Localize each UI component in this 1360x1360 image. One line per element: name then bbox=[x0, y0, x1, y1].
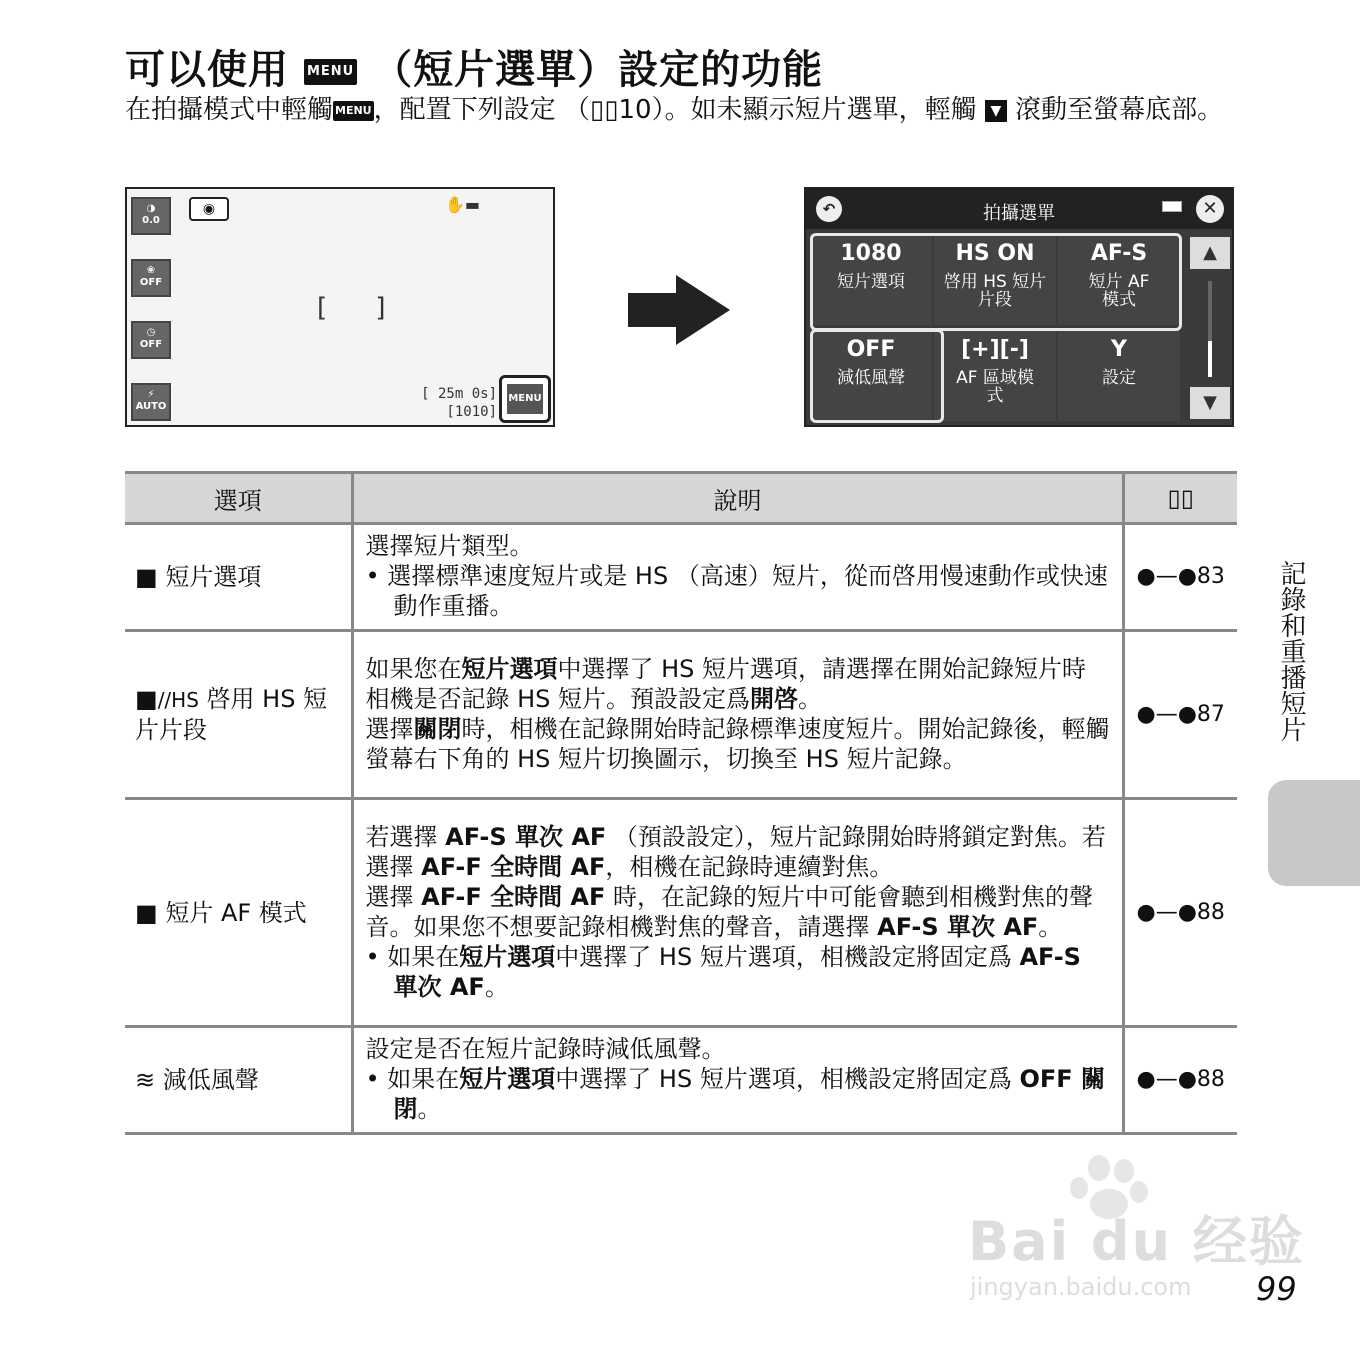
table-row bbox=[125, 799, 1237, 1027]
option-cell: ≋ 減低風聲 bbox=[125, 1027, 352, 1134]
menu-item-setup[interactable]: Y 設定 bbox=[1058, 329, 1180, 421]
option-cell: ■//HS 啓用 HS 短片片段 bbox=[125, 631, 352, 799]
menu-button[interactable]: MENU bbox=[499, 375, 551, 423]
wind-noise-icon: ≋ bbox=[135, 1066, 156, 1094]
macro-icon[interactable]: ❀ OFF bbox=[131, 259, 171, 297]
wind-noise-icon: OFF bbox=[846, 337, 896, 362]
highlight-cell-wind bbox=[810, 329, 944, 423]
description-cell: 選擇短片類型。 • 選擇標準速度短片或是 HS （高速）短片，從而啓用慢速動作或快速動作重播。 bbox=[352, 524, 1123, 631]
table-row bbox=[125, 631, 1237, 799]
menu-icon: MENU bbox=[333, 101, 374, 121]
table-header-row bbox=[125, 473, 1237, 524]
remaining-counter: [ 25m 0s] [1010] bbox=[421, 386, 497, 420]
option-cell: ■ 短片 AF 模式 bbox=[125, 799, 352, 1027]
page-number: 99 bbox=[1256, 1270, 1297, 1308]
scroll-up-button[interactable]: ▲ bbox=[1190, 237, 1230, 269]
chain-link-icon: ●—● bbox=[1136, 564, 1197, 589]
highlight-row-1 bbox=[810, 233, 1182, 331]
movie-icon: ■ bbox=[135, 563, 158, 591]
back-icon[interactable]: ↶ bbox=[816, 196, 842, 222]
menu-title: 拍攝選單 bbox=[983, 203, 1055, 224]
chain-link-icon: ●—● bbox=[1136, 899, 1197, 925]
close-icon[interactable]: ✕ bbox=[1196, 195, 1224, 223]
chapter-tab bbox=[1268, 780, 1360, 886]
watermark-brand: Bai du 经验 bbox=[968, 1210, 1305, 1273]
reference-cell: ●—●88 bbox=[1123, 799, 1237, 1027]
table-row bbox=[125, 524, 1237, 631]
af-area-icon: [+][-] bbox=[961, 337, 1029, 362]
table-row bbox=[125, 1027, 1237, 1134]
watermark-url: jingyan.baidu.com bbox=[970, 1273, 1192, 1301]
scroll-thumb[interactable] bbox=[1208, 341, 1212, 377]
menu-item-movie-options[interactable]: 1080 短片選項 bbox=[810, 233, 932, 325]
shooting-screen bbox=[125, 187, 555, 427]
self-timer-icon[interactable]: ◷ OFF bbox=[131, 321, 171, 359]
reference-cell: ●—●88 bbox=[1123, 1027, 1237, 1134]
scroll-down-button[interactable]: ▼ bbox=[1190, 387, 1230, 419]
header-description: 說明 bbox=[352, 473, 1123, 524]
chain-link-icon: ●—● bbox=[1136, 1067, 1197, 1092]
camera-mode-icon[interactable]: ◉ bbox=[189, 197, 229, 221]
option-cell: ■ 短片選項 bbox=[125, 524, 352, 631]
movie-icon: ■ bbox=[135, 898, 158, 927]
description-cell: 設定是否在短片記錄時減低風聲。 • 如果在短片選項中選擇了 HS 短片選項，相機設定將固定爲 OFF 關閉。 bbox=[352, 1027, 1123, 1134]
options-table bbox=[125, 471, 1237, 1135]
movie-hs-icon: HS ON bbox=[955, 241, 1035, 266]
menu-item-movie-af[interactable]: AF-S 短片 AF 模式 bbox=[1058, 233, 1180, 325]
focus-area: [ ] bbox=[317, 293, 406, 323]
flash-icon[interactable]: ⚡ AUTO bbox=[131, 383, 171, 421]
movie-af-icon: AF-S bbox=[1090, 241, 1148, 266]
menu-icon: MENU bbox=[304, 59, 357, 85]
movie-icon: 1080 bbox=[840, 241, 902, 266]
page-title: 可以使用 MENU （短片選單）設定的功能 bbox=[125, 47, 824, 93]
wrench-icon: Y bbox=[1111, 337, 1127, 362]
exposure-icon[interactable]: ◑ 0.0 bbox=[131, 197, 171, 235]
description-cell: 若選擇 AF-S 單次 AF （預設設定），短片記錄開始時將鎖定對焦。若選擇 AF-F 全時間 AF，相機在記錄時連續對焦。 選擇 AF-F 全時間 AF 時，在記錄的短片中可能會聽到相機對焦的聲音。如果您不想要記錄相機對焦的聲音，請選擇 AF-S 單次 AF。 • 如果在短片選項中選擇了 HS 短片選項，相機設定將固定爲 AF-S 單次 AF。 bbox=[352, 799, 1123, 1027]
chain-link-icon: ●—● bbox=[1136, 701, 1197, 727]
intro-text: 在拍攝模式中輕觸 MENU，配置下列設定 （▯▯10）。如未顯示短片選單，輕觸 ▼ 滾動至螢幕底部。 bbox=[125, 95, 1224, 125]
book-icon: ▯▯ bbox=[1123, 473, 1237, 524]
description-cell: 如果您在短片選項中選擇了 HS 短片選項，請選擇在開始記錄短片時相機是否記錄 HS 短片。預設設定爲開啓。 選擇關閉時，相機在記錄開始時記錄標準速度短片。開始記錄後，輕觸螢幕右下角的 HS 短片切換圖示，切換至 HS 短片記錄。 bbox=[352, 631, 1123, 799]
movie-menu-screen bbox=[804, 187, 1234, 427]
vibration-reduction-icon: ✋▬ bbox=[445, 195, 481, 214]
scroll-down-icon: ▼ bbox=[985, 100, 1007, 122]
chapter-label: 記錄和重播短片 bbox=[1276, 560, 1306, 742]
book-icon: ▯▯ bbox=[589, 95, 619, 125]
movie-hs-icon: ■//HS bbox=[135, 685, 199, 713]
reference-cell: ●—●87 bbox=[1123, 631, 1237, 799]
reference-cell: ●—●83 bbox=[1123, 524, 1237, 631]
menu-item-af-area[interactable]: [+][-] AF 區域模式 bbox=[934, 329, 1056, 421]
menu-item-wind-noise[interactable]: OFF 減低風聲 bbox=[810, 329, 932, 421]
battery-icon bbox=[1162, 201, 1182, 212]
header-option: 選項 bbox=[125, 473, 352, 524]
menu-title-bar bbox=[806, 189, 1232, 229]
menu-item-hs-footage[interactable]: HS ON 啓用 HS 短片片段 bbox=[934, 233, 1056, 325]
